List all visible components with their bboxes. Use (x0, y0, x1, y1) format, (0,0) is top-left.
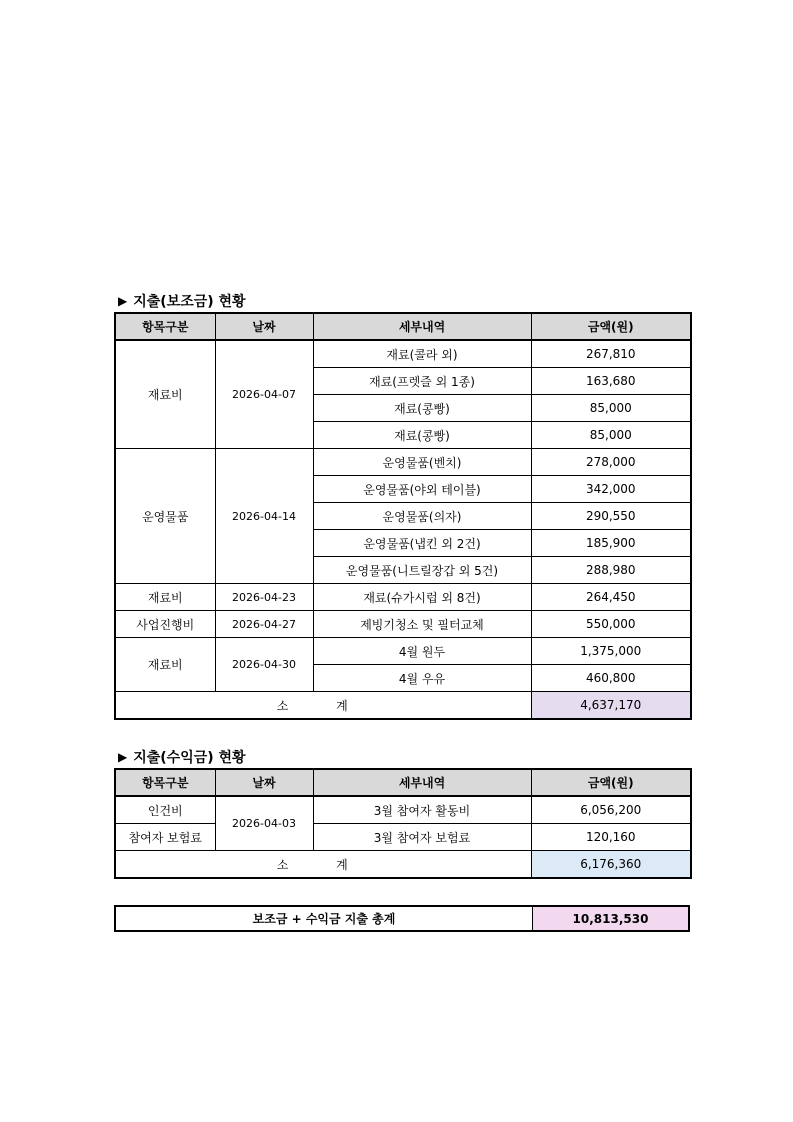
detail-cell: 운영물품(벤치) (313, 449, 531, 476)
detail-cell: 재료(콜라 외) (313, 340, 531, 368)
header-category: 항목구분 (115, 769, 215, 796)
amount-cell: 460,800 (531, 665, 691, 692)
amount-cell: 85,000 (531, 422, 691, 449)
category-cell: 재료비 (115, 340, 215, 449)
amount-cell: 185,900 (531, 530, 691, 557)
amount-cell: 85,000 (531, 395, 691, 422)
table-header-row (115, 313, 691, 340)
amount-cell: 1,375,000 (531, 638, 691, 665)
amount-cell: 264,450 (531, 584, 691, 611)
header-detail: 세부내역 (313, 769, 531, 796)
header-detail: 세부내역 (313, 313, 531, 340)
subsidy-title-text: 지출(보조금) 현황 (133, 294, 246, 310)
date-cell: 2026-04-30 (215, 638, 313, 692)
detail-cell: 재료(콩빵) (313, 395, 531, 422)
revenue-section-title (118, 747, 246, 767)
triangle-bullet-icon: ▶ (118, 750, 128, 764)
detail-cell: 재료(프렛즐 외 1종) (313, 368, 531, 395)
triangle-bullet-icon: ▶ (118, 294, 128, 308)
grand-total-box (114, 905, 690, 932)
header-date: 날짜 (215, 313, 313, 340)
detail-cell: 4월 우유 (313, 665, 531, 692)
amount-cell: 267,810 (531, 340, 691, 368)
detail-cell: 3월 참여자 활동비 (313, 796, 531, 824)
detail-cell: 제빙기청소 및 필터교체 (313, 611, 531, 638)
detail-cell: 3월 참여자 보험료 (313, 824, 531, 851)
table-row (115, 824, 691, 851)
amount-cell: 120,160 (531, 824, 691, 851)
revenue-table (114, 768, 692, 879)
detail-cell: 운영물품(니트릴장갑 외 5건) (313, 557, 531, 584)
subtotal-row (115, 851, 691, 879)
detail-cell: 4월 원두 (313, 638, 531, 665)
subtotal-value: 6,176,360 (531, 851, 691, 879)
table-header-row (115, 769, 691, 796)
table-row (115, 340, 691, 368)
header-date: 날짜 (215, 769, 313, 796)
subtotal-label-text: 소 계 (276, 698, 370, 713)
amount-cell: 278,000 (531, 449, 691, 476)
table-row (115, 611, 691, 638)
table-row (115, 638, 691, 665)
amount-cell: 290,550 (531, 503, 691, 530)
grand-total-value: 10,813,530 (533, 907, 688, 930)
subtotal-row (115, 692, 691, 720)
category-cell: 재료비 (115, 638, 215, 692)
date-cell: 2026-04-14 (215, 449, 313, 584)
detail-cell: 운영물품(냅킨 외 2건) (313, 530, 531, 557)
subtotal-label-text: 소 계 (276, 857, 370, 872)
category-cell: 운영물품 (115, 449, 215, 584)
detail-cell: 운영물품(야외 테이블) (313, 476, 531, 503)
amount-cell: 163,680 (531, 368, 691, 395)
grand-total-label: 보조금 + 수익금 지출 총계 (116, 907, 533, 930)
amount-cell: 342,000 (531, 476, 691, 503)
subsidy-table (114, 312, 692, 720)
table-row (115, 796, 691, 824)
category-cell: 참여자 보험료 (115, 824, 215, 851)
revenue-title-text: 지출(수익금) 현황 (133, 750, 246, 766)
date-cell: 2026-04-27 (215, 611, 313, 638)
header-amount: 금액(원) (531, 769, 691, 796)
detail-cell: 운영물품(의자) (313, 503, 531, 530)
amount-cell: 288,980 (531, 557, 691, 584)
detail-cell: 재료(콩빵) (313, 422, 531, 449)
date-cell: 2026-04-07 (215, 340, 313, 449)
amount-cell: 6,056,200 (531, 796, 691, 824)
subsidy-section-title (118, 291, 246, 311)
table-row (115, 449, 691, 476)
amount-cell: 550,000 (531, 611, 691, 638)
category-cell: 사업진행비 (115, 611, 215, 638)
table-row (115, 584, 691, 611)
subtotal-label (115, 692, 531, 720)
detail-cell: 재료(슈가시럽 외 8건) (313, 584, 531, 611)
date-cell: 2026-04-23 (215, 584, 313, 611)
category-cell: 인건비 (115, 796, 215, 824)
subtotal-label (115, 851, 531, 879)
category-cell: 재료비 (115, 584, 215, 611)
subtotal-value: 4,637,170 (531, 692, 691, 720)
date-cell: 2026-04-03 (215, 796, 313, 851)
header-amount: 금액(원) (531, 313, 691, 340)
header-category: 항목구분 (115, 313, 215, 340)
